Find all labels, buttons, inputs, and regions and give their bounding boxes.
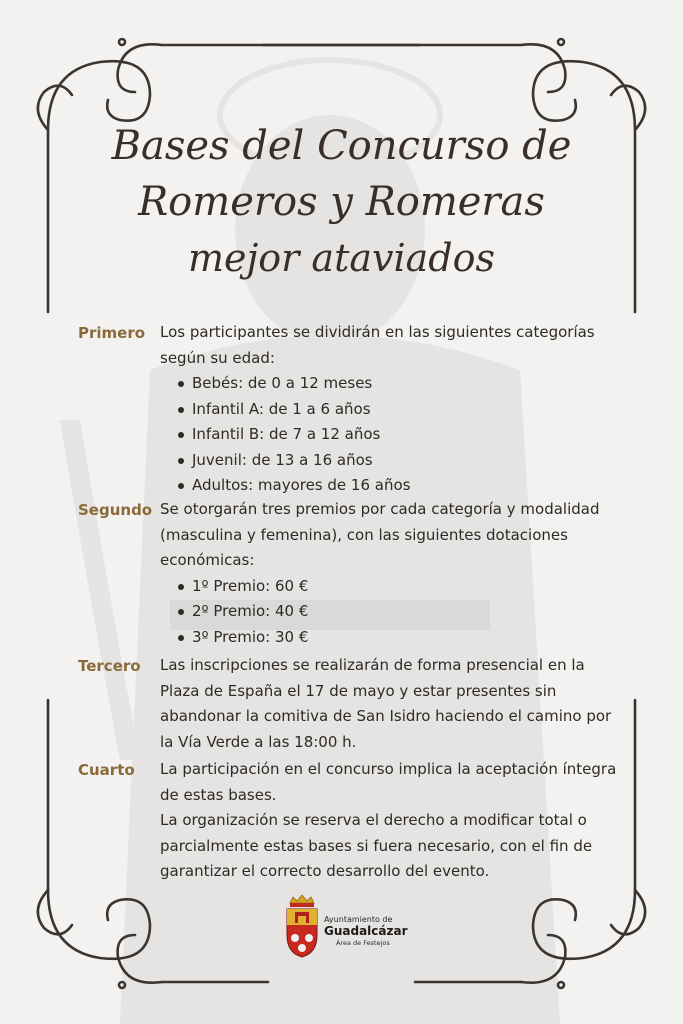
section-label: Tercero <box>78 657 141 675</box>
section-body <box>160 757 618 885</box>
list-item: Juvenil: de 13 a 16 años <box>176 448 618 474</box>
logo-line-1: Ayuntamiento de <box>324 915 393 924</box>
section-label: Cuarto <box>78 761 135 779</box>
list-item: Bebés: de 0 a 12 meses <box>176 371 618 397</box>
title-line-2: Romeros y Romeras <box>138 179 545 225</box>
section-text: La participación en el concurso implica la aceptación íntegra de estas bases. <box>160 760 617 804</box>
list-item: 1º Premio: 60 € <box>176 574 618 600</box>
list-item: 3º Premio: 30 € <box>176 625 618 651</box>
logo-line-3: Área de Festejos <box>336 939 390 947</box>
section-body <box>160 320 618 499</box>
title-line-3: mejor ataviados <box>188 236 495 280</box>
section-label: Primero <box>78 324 146 342</box>
prize-list <box>160 574 618 651</box>
logo-line-2: Guadalcázar <box>324 924 408 938</box>
section-text: Las inscripciones se realizarán de forma presencial en la Plaza de España el 17 de mayo y estar presentes sin abandonar la comitiva de San Isidro haciendo el camino por la Vía Verde a las 18:00 h. <box>160 656 612 751</box>
section-primero <box>78 320 618 499</box>
section-label: Segundo <box>78 501 153 519</box>
section-text: Los participantes se dividirán en las siguientes categorías según su edad: <box>160 323 595 367</box>
section-segundo <box>78 497 618 650</box>
page-title <box>100 118 583 286</box>
list-item: Infantil B: de 7 a 12 años <box>176 422 618 448</box>
section-body <box>160 497 618 650</box>
section-text: Se otorgarán tres premios por cada categoría y modalidad (masculina y femenina), con las siguientes dotaciones económicas: <box>160 500 600 569</box>
section-text: La organización se reserva el derecho a modificar total o parcialmente estas bases si fuera necesario, con el fin de garantizar el correcto desarrollo del evento. <box>160 811 593 880</box>
section-body <box>160 653 618 755</box>
list-item: 2º Premio: 40 € <box>176 599 618 625</box>
list-item: Adultos: mayores de 16 años <box>176 473 618 499</box>
section-tercero <box>78 653 618 755</box>
category-list <box>160 371 618 499</box>
section-cuarto <box>78 757 618 885</box>
ayuntamiento-logo <box>284 893 408 963</box>
title-line-1: Bases del Concurso de <box>111 123 572 169</box>
coat-of-arms-icon <box>284 893 320 959</box>
list-item: Infantil A: de 1 a 6 años <box>176 397 618 423</box>
